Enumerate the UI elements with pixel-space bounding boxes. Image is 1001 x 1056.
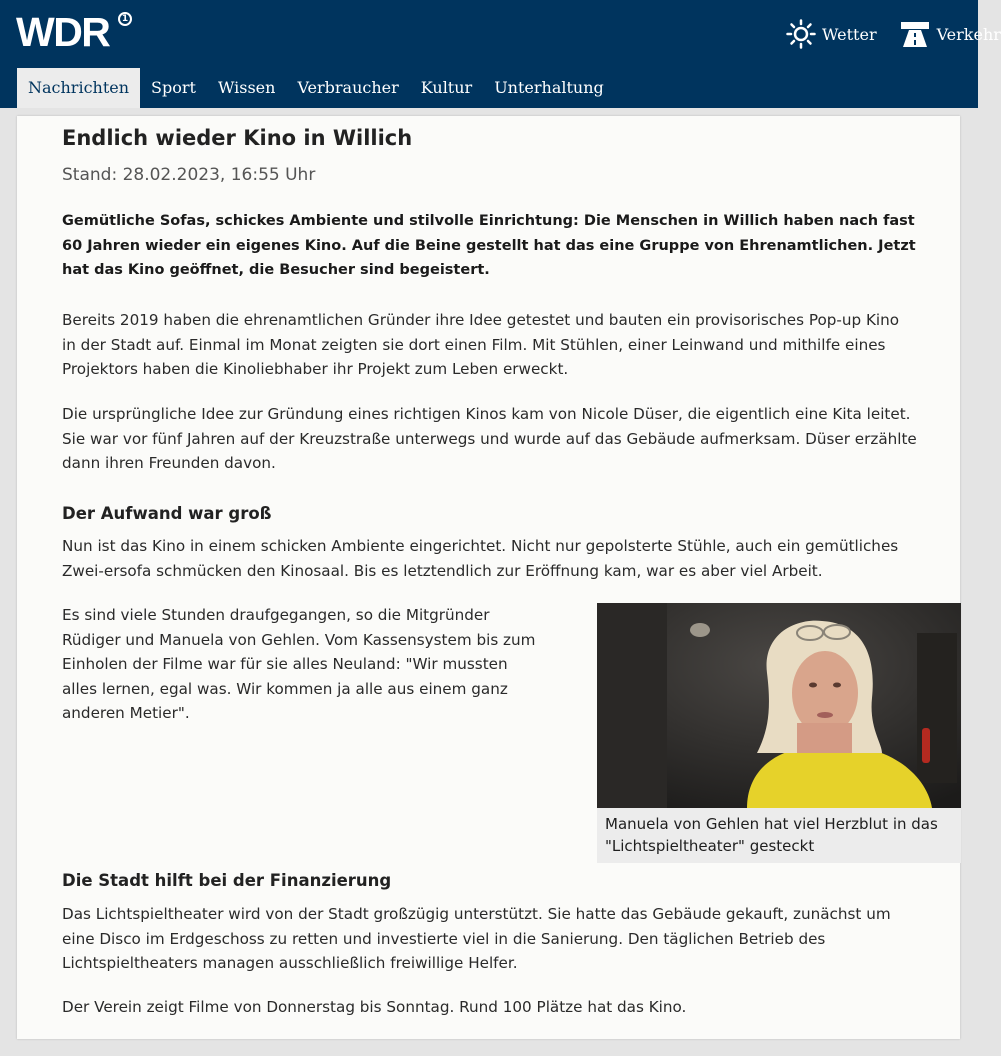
paragraph-5: Das Lichtspieltheater wird von der Stadt großzügig unterstützt. Sie hatte das Gebäude gekauft, zunächst um eine Disco im Erdgeschoss zu retten und investierte viel in die Sanierung. Den täglichen Betrieb des Lichtspieltheaters managen ausschließlich freiwillige Helfer. [62,905,891,972]
article-lead: Gemütliche Sofas, schickes Ambiente und stilvolle Einrichtung: Die Menschen in Willich haben nach fast 60 Jahren wieder ein eigenes Kino. Auf die Beine gestellt hat das eine Gruppe von Ehrenamtlichen. Jetzt hat das Kino geöffnet, die Besucher sind begeistert. [62,213,916,278]
nav-wissen[interactable]: Wissen [217,78,276,97]
paragraph-2: Die ursprüngliche Idee zur Gründung eines richtigen Kinos kam von Nicole Düser, die eigentlich eine Kita leitet. Sie war vor fünf Jahren auf der Kreuzstraße unterwegs und wurde auf das Gebäude aufmerksam. Düser erzählte dann ihren Freunden davon. [62,405,917,472]
road-icon [899,19,931,49]
nav-unterhaltung[interactable]: Unterhaltung [494,78,604,97]
paragraph-1: Bereits 2019 haben die ehrenamtlichen Gründer ihre Idee getestet und bauten ein provisorisches Pop-up Kino in der Stadt auf. Einmal im Monat zeigten sie dort einen Film. Mit Stühlen, einer Leinwand und mithilfe eines Projektors haben die Kinoliebhaber ihr Projekt zum Leben erweckt. [62,311,900,378]
article-photo[interactable] [597,603,961,808]
image-caption: Manuela von Gehlen hat viel Herzblut in das "Lichtspieltheater" gesteckt [597,808,961,863]
article-figure [597,603,961,863]
nav-kultur[interactable]: Kultur [420,78,473,97]
nav-sport[interactable]: Sport [151,78,196,97]
traffic-link[interactable] [899,19,1001,49]
subheading-aufwand: Der Aufwand war groß [62,504,272,523]
article-date: Stand: 28.02.2023, 16:55 Uhr [62,165,316,185]
article-panel [17,116,960,1039]
paragraph-6: Der Verein zeigt Filme von Donnerstag bis Sonntag. Rund 100 Plätze hat das Kino. [62,998,687,1016]
paragraph-4: Es sind viele Stunden draufgegangen, so die Mitgründer Rüdiger und Manuela von Gehlen. Vom Kassensystem bis zum Einholen der Filme war für sie alles Neuland: "Wir mussten alles lernen, egal was. Wir kommen ja alle aus einem ganz anderen Metier". [62,606,536,722]
article-title: Endlich wieder Kino in Willich [62,126,413,150]
main-navigation [17,68,615,108]
nav-nachrichten[interactable]: Nachrichten [17,68,140,108]
subheading-finanzierung: Die Stadt hilft bei der Finanzierung [62,871,392,890]
sun-icon [786,19,816,49]
wdr-logo[interactable]: WDR [16,9,110,55]
weather-label: Wetter [822,24,877,44]
traffic-label: Verkehr [936,24,1001,44]
ard-one-badge: 1 [118,12,132,26]
nav-verbraucher[interactable]: Verbraucher [297,78,399,97]
paragraph-3: Nun ist das Kino in einem schicken Ambiente eingerichtet. Nicht nur gepolsterte Stühle, auch ein gemütliches Zwei-ersofa schmücken den Kinosaal. Bis es letztendlich zur Eröffnung kam, war es aber viel Arbeit. [62,537,899,580]
service-links [786,19,1001,49]
weather-link[interactable] [786,19,877,49]
site-header [0,0,1001,108]
